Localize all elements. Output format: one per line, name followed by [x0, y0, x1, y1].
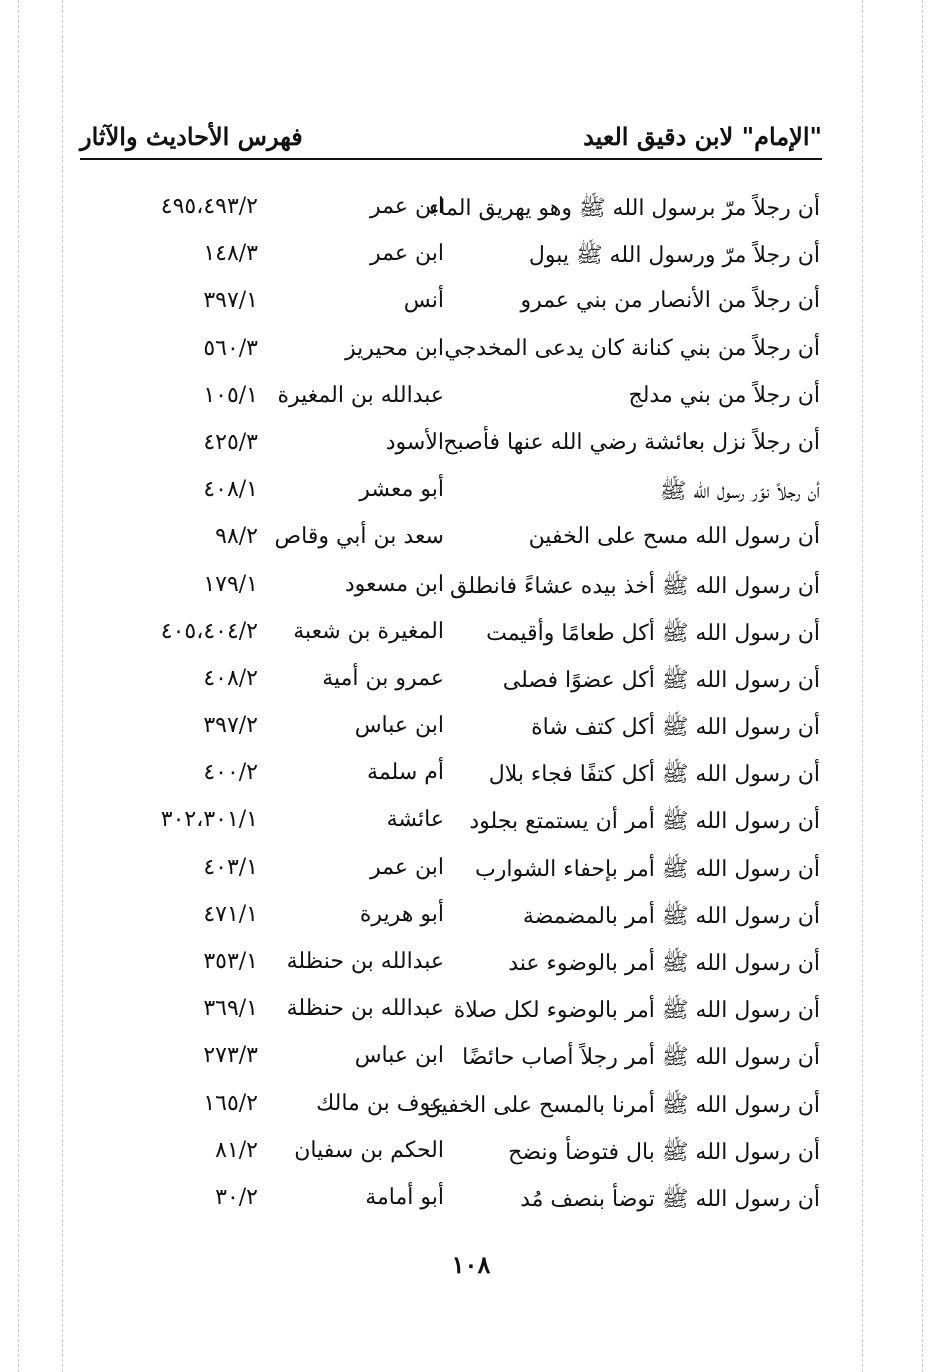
index-entry-row: [0, 1037, 942, 1084]
index-entry-row: [0, 943, 942, 990]
hadith-text: أن رسول الله ﷺ أمر رجلاً أصاب حائضًا: [462, 1045, 820, 1071]
narrator-name: ابن عمر: [370, 854, 444, 880]
narrator-name: أبو هريرة: [359, 901, 444, 927]
narrator-name: أم سلمة: [367, 760, 444, 786]
narrator-name: أبو معشر: [359, 477, 444, 503]
hadith-text: أن رسول الله ﷺ أمر بالوضوء لكل صلاة: [453, 998, 820, 1024]
narrator-name: ابن عباس: [354, 713, 444, 739]
volume-page-reference: ٣٠٢،٣٠١/١: [160, 807, 258, 833]
hadith-text: أن رجلاً مرّ برسول الله ﷺ وهو يهريق الماء: [428, 196, 820, 221]
index-entry-row: [0, 1085, 942, 1132]
narrator-name: عوف بن مالك: [316, 1090, 444, 1116]
volume-page-reference: ٥٦٠/٣: [203, 335, 258, 361]
hadith-text: أن رجلاً نوّر رسول الله ﷺ: [659, 479, 820, 505]
volume-page-reference: ٤٠٥،٤٠٤/٢: [160, 618, 258, 644]
volume-page-reference: ٣٥٣/١: [203, 949, 258, 974]
volume-page-reference: ٤٢٥/٣: [203, 429, 258, 455]
hadith-text: أن رسول الله مسح على الخفين: [528, 524, 820, 550]
index-entry-row: [0, 990, 942, 1037]
volume-page-reference: ٣٠/٢: [215, 1184, 258, 1210]
volume-page-reference: ١٦٥/٢: [203, 1090, 258, 1116]
index-entry-row: [0, 518, 942, 565]
index-entry-row: [0, 1179, 942, 1226]
narrator-name: الحكم بن سفيان: [294, 1137, 444, 1163]
volume-page-reference: ٤٧١/١: [203, 901, 258, 927]
volume-page-reference: ٣٩٧/٢: [203, 713, 258, 739]
hadith-text: أن رجلاً من بني مدلج: [628, 382, 820, 408]
volume-page-reference: ٢٧٣/٣: [203, 1043, 258, 1069]
hadith-text: أن رسول الله ﷺ أكل طعامًا وأقيمت: [486, 620, 820, 646]
index-entry-row: [0, 754, 942, 801]
hadith-text: أن رسول الله ﷺ أمرنا بالمسح على الخفين: [424, 1092, 820, 1118]
narrator-name: عائشة: [386, 807, 444, 833]
narrator-name: المغيرة بن شعبة: [293, 618, 444, 644]
index-entry-row: [0, 707, 942, 754]
hadith-text: أن رسول الله ﷺ بال فتوضأ ونضح: [508, 1139, 820, 1165]
page-header: [80, 118, 822, 160]
narrator-name: ابن عباس: [354, 1043, 444, 1069]
narrator-name: عبدالله بن حنظلة: [286, 949, 444, 974]
narrator-name: سعد بن أبي وقاص: [274, 524, 444, 550]
hadith-text: أن رسول الله ﷺ توضأ بنصف مُد: [520, 1186, 820, 1212]
hadith-text: أن رجلاً من بني كنانة كان يدعى المخدجي: [444, 335, 820, 361]
narrator-name: الأسود: [385, 429, 444, 455]
hadith-text: أن رسول الله ﷺ أمر بالوضوء عند: [508, 951, 820, 976]
index-entry-row: [0, 282, 942, 329]
narrator-name: ابن عمر: [370, 194, 444, 219]
index-entry-row: [0, 660, 942, 707]
index-entry-row: [0, 377, 942, 424]
hadith-text: أن رجلاً نزل بعائشة رضي الله عنها فأصبح: [443, 429, 820, 455]
narrator-name: ابن مسعود: [344, 571, 444, 597]
hadith-text: أن رجلاً من الأنصار من بني عمرو: [520, 288, 820, 314]
index-entry-row: [0, 471, 942, 518]
index-entry-row: [0, 613, 942, 660]
index-entry-row: [0, 566, 942, 613]
volume-page-reference: ١٧٩/١: [203, 571, 258, 597]
index-entry-row: [0, 424, 942, 471]
index-entry-row: [0, 849, 942, 896]
narrator-name: عبدالله بن المغيرة: [277, 382, 444, 408]
volume-page-reference: ٩٨/٢: [215, 524, 258, 550]
volume-page-reference: ١٠٥/١: [203, 382, 258, 408]
volume-page-reference: ٣٦٩/١: [203, 996, 258, 1022]
index-entry-row: [0, 896, 942, 943]
hadith-index-list: [0, 188, 942, 1226]
index-title: فهرس الأحاديث والآثار: [80, 122, 303, 151]
volume-page-reference: ٨١/٢: [215, 1137, 258, 1163]
hadith-text: أن رسول الله ﷺ أكل كتف شاة: [531, 715, 820, 741]
hadith-text: أن رسول الله ﷺ أمر بإحفاء الشوارب: [475, 856, 820, 882]
index-entry-row: [0, 1132, 942, 1179]
hadith-text: أن رسول الله ﷺ أكل كتفًا فجاء بلال: [488, 762, 820, 788]
narrator-name: أنس: [403, 288, 444, 314]
hadith-text: أن رجلاً مرّ ورسول الله ﷺ يبول: [528, 243, 820, 269]
page-number: ١٠٨: [451, 1250, 491, 1279]
volume-page-reference: ٤٠٨/٢: [203, 665, 258, 691]
volume-page-reference: ٤٠٠/٢: [203, 760, 258, 786]
volume-page-reference: ١٤٨/٣: [203, 241, 258, 267]
hadith-text: أن رسول الله ﷺ أخذ بيده عشاءً فانطلق: [449, 573, 820, 599]
narrator-name: عمرو بن أمية: [322, 665, 444, 691]
index-entry-row: [0, 188, 942, 235]
narrator-name: ابن عمر: [370, 241, 444, 267]
index-entry-row: [0, 801, 942, 848]
volume-page-reference: ٤٩٥،٤٩٣/٢: [160, 194, 258, 219]
volume-page-reference: ٣٩٧/١: [203, 288, 258, 314]
narrator-name: عبدالله بن حنظلة: [286, 996, 444, 1022]
volume-page-reference: ٤٠٨/١: [203, 477, 258, 503]
narrator-name: ابن محيريز: [345, 335, 444, 361]
volume-page-reference: ٤٠٣/١: [203, 854, 258, 880]
hadith-text: أن رسول الله ﷺ أمر أن يستمتع بجلود: [469, 809, 820, 835]
hadith-text: أن رسول الله ﷺ أكل عضوًا فصلى: [502, 667, 820, 693]
hadith-text: أن رسول الله ﷺ أمر بالمضمضة: [522, 903, 820, 929]
narrator-name: أبو أمامة: [365, 1184, 444, 1210]
index-entry-row: [0, 235, 942, 282]
index-entry-row: [0, 330, 942, 377]
book-title: "الإمام" لابن دقيق العيد: [583, 122, 822, 151]
